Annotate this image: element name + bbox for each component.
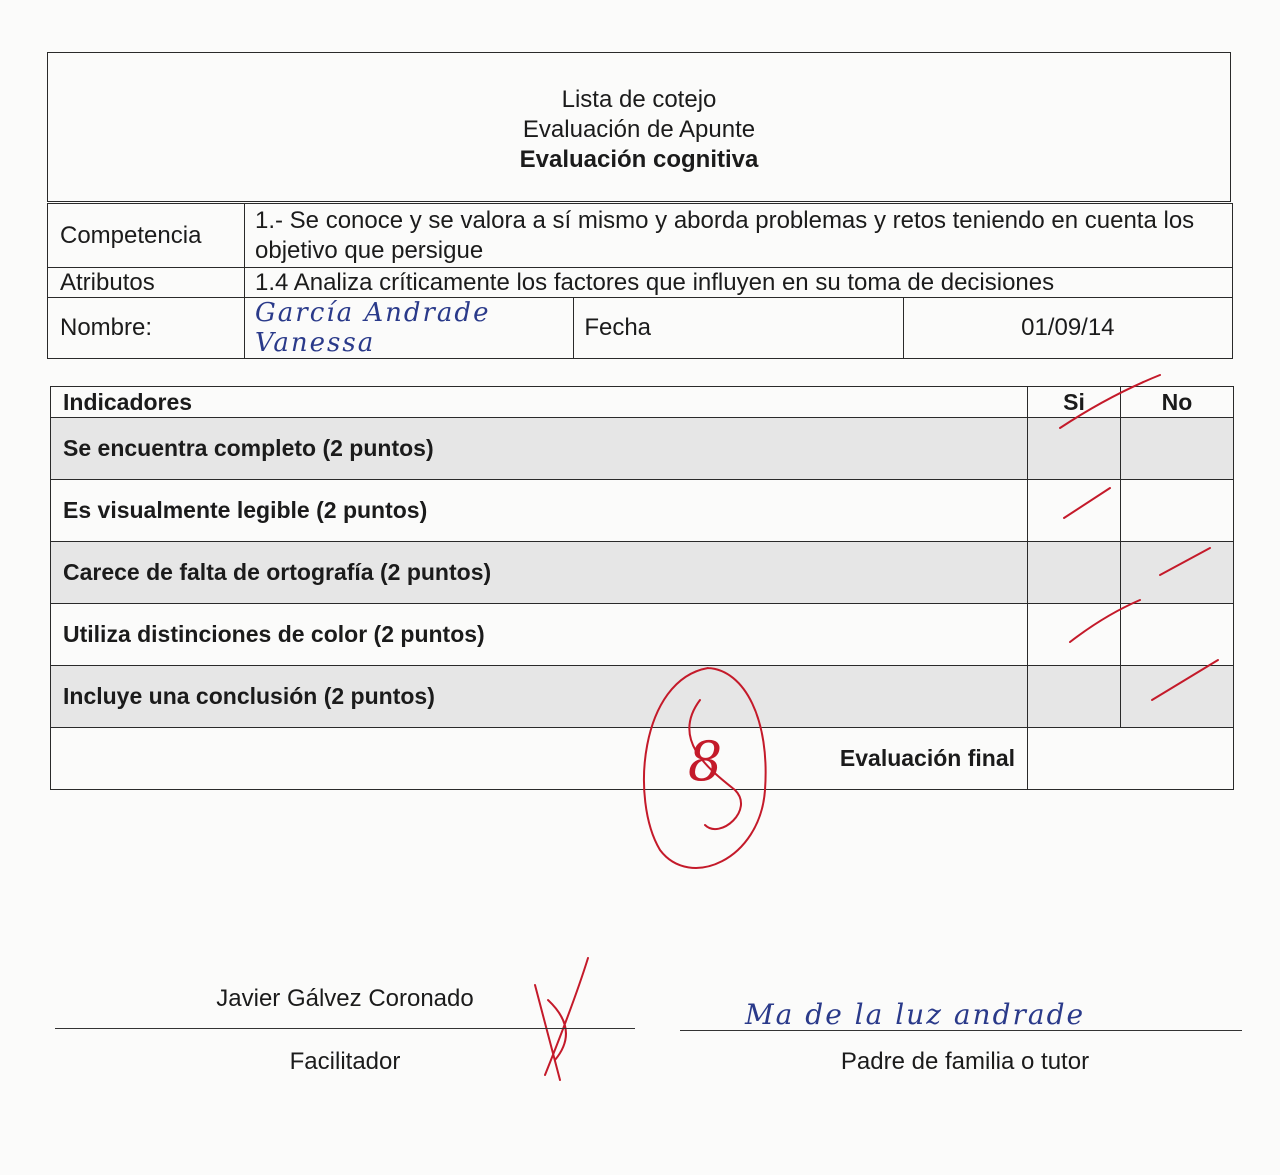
check-mark-row1-si [1060, 375, 1160, 428]
indicator-text: Se encuentra completo (2 puntos) [51, 418, 1028, 480]
indicator-text: Carece de falta de ortografía (2 puntos) [51, 542, 1028, 604]
parent-signature-line [680, 1030, 1242, 1031]
header-title: Lista de cotejo [561, 86, 717, 113]
parent-role: Padre de familia o tutor [840, 1048, 1090, 1075]
atributos-label: Atributos [48, 268, 245, 298]
nombre-label: Nombre: [48, 298, 245, 359]
indicator-text: Es visualmente legible (2 puntos) [51, 480, 1028, 542]
competencia-label: Competencia [48, 204, 245, 268]
atributos-value: 1.4 Analiza críticamente los factores que influyen en su toma de decisiones [245, 268, 1233, 298]
check-mark-row3-no [1160, 548, 1210, 575]
check-mark-row2-si [1064, 488, 1110, 518]
grade-number: 8 [687, 730, 723, 793]
si-header: Si [1028, 387, 1121, 418]
facilitator-signature-mark [535, 958, 588, 1080]
facilitator-role: Facilitador [289, 1048, 401, 1075]
no-header: No [1121, 387, 1234, 418]
header-subtitle: Evaluación de Apunte [522, 116, 756, 143]
facilitator-name: Javier Gálvez Coronado [216, 985, 474, 1012]
fecha-label: Fecha [574, 298, 903, 359]
check-mark-row4-si [1070, 600, 1140, 642]
indicator-text: Utiliza distinciones de color (2 puntos) [51, 604, 1028, 666]
parent-signature-handwritten: Ma de la luz andrade [745, 998, 1086, 1031]
indicators-header: Indicadores [51, 387, 1028, 418]
competencia-value: 1.- Se conoce y se valora a sí mismo y aborda problemas y retos teniendo en cuenta los objetivo que persigue [245, 204, 1233, 268]
student-name-handwritten: García Andrade Vanessa [255, 298, 491, 358]
header-evaluation-type: Evaluación cognitiva [519, 146, 759, 173]
fecha-value: 01/09/14 [903, 298, 1232, 359]
facilitator-signature-line [55, 1028, 635, 1029]
check-mark-row5-no [1152, 660, 1218, 700]
indicator-text: Incluye una conclusión (2 puntos) [51, 666, 1028, 728]
final-evaluation-label: Evaluación final [51, 728, 1028, 790]
